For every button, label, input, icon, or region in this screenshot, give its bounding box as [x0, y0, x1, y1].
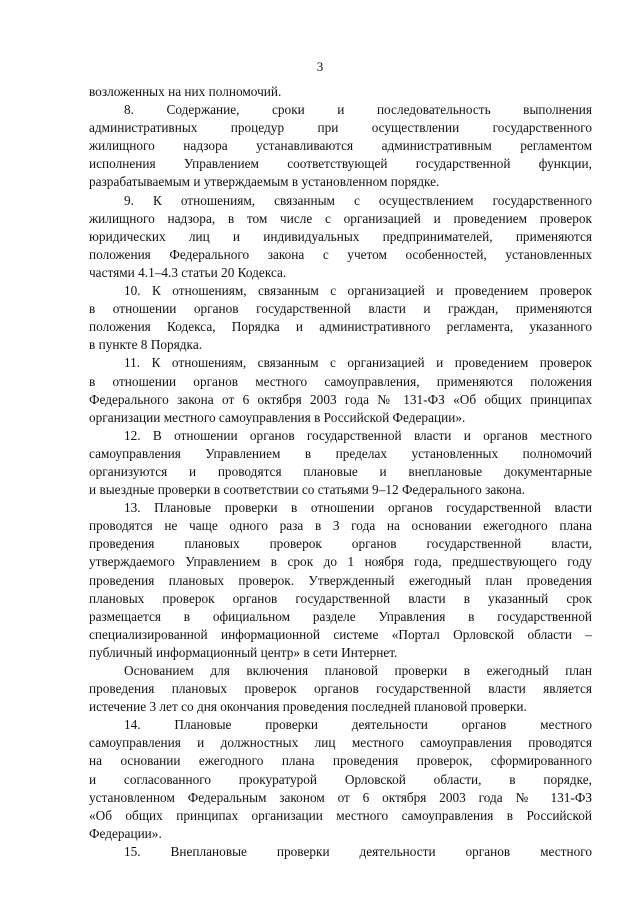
text-line: жилищного надзора, в том числе с организацией и проведением проверок: [89, 210, 592, 226]
text-line: 9. К отношениям, связанным с осуществлением государственного: [124, 192, 592, 208]
paragraph-p13: [89, 499, 592, 662]
text-line: на основании ежегодного плана проведения проверок, сформированного: [89, 753, 592, 769]
text-line: юридических лиц и индивидуальных предпринимателей, применяются: [89, 228, 592, 244]
text-line: административных процедур при осуществлении государственного: [89, 120, 592, 136]
text-line: 14. Плановые проверки деятельности органов местного: [124, 717, 592, 733]
text-line: Основанием для включения плановой проверки в ежегодный план: [124, 663, 592, 678]
text-line: 15. Внеплановые проверки деятельности органов местного: [124, 843, 592, 859]
text-line: плановых проверок органов государственной власти в указанный срок: [89, 590, 592, 606]
paragraph-p15: [89, 843, 592, 861]
text-line: 8. Содержание, сроки и последовательность выполнения: [124, 102, 592, 118]
paragraph-p11: [89, 354, 592, 426]
text-line: возложенных на них полномочий.: [89, 84, 282, 99]
text-line: проводятся не чаще одного раза в 3 года на основании ежегодного плана: [89, 518, 592, 534]
document-body: [89, 83, 592, 861]
paragraph-p10: [89, 282, 592, 354]
paragraph-p-cont: [89, 83, 592, 101]
text-line: самоуправления и должностных лиц местного самоуправления проводятся: [89, 735, 592, 751]
text-line: разрабатываемым и утверждаемым в установленном порядке.: [89, 174, 440, 190]
text-line: истечение 3 лет со дня окончания проведения последней плановой проверки.: [89, 699, 527, 715]
paragraph-p12: [89, 427, 592, 499]
text-line: в отношении органов местного самоуправления, применяются положения: [89, 373, 592, 389]
paragraph-p9: [89, 192, 592, 282]
paragraph-p14: [89, 716, 592, 843]
text-line: Федерального закона от 6 октября 2003 года № 131-ФЗ «Об общих принципах: [89, 391, 592, 407]
text-line: организуются и проводятся плановые и внеплановые документарные: [89, 463, 592, 479]
text-line: в пункте 8 Порядка.: [89, 337, 203, 353]
text-line: специализированной информационной системе «Портал Орловской области –: [89, 626, 592, 642]
text-line: положения Федерального закона с учетом особенностей, установленных: [89, 246, 592, 262]
text-line: установленном Федеральным законом от 6 октября 2003 года № 131-ФЗ: [89, 789, 592, 805]
text-line: публичный информационный центр» в сети Интернет.: [89, 644, 398, 660]
text-line: исполнения Управлением соответствующей государственной функции,: [89, 156, 592, 172]
text-line: Федерации».: [89, 825, 162, 841]
text-line: проведения плановых проверок органов государственной власти является: [89, 681, 592, 697]
text-line: положения Кодекса, Порядка и административного регламента, указанного: [89, 319, 592, 335]
text-line: самоуправления Управлением в пределах установленных полномочий: [89, 445, 592, 461]
page-number: 3: [316, 59, 324, 74]
text-line: и выездные проверки в соответствии со статьями 9–12 Федерального закона.: [89, 482, 526, 498]
text-line: проведения плановых проверок органов государственной власти,: [89, 536, 592, 552]
text-line: 11. К отношениям, связанным с организацией и проведением проверок: [124, 355, 592, 371]
text-line: 13. Плановые проверки в отношении органов государственной власти: [124, 500, 592, 516]
text-line: частями 4.1–4.3 статьи 20 Кодекса.: [89, 264, 287, 280]
text-line: жилищного надзора устанавливаются административным регламентом: [89, 138, 592, 154]
text-line: организации местного самоуправления в Российской Федерации».: [89, 409, 466, 425]
paragraph-p8: [89, 101, 592, 191]
text-line: и согласованного прокуратурой Орловской области, в порядке,: [89, 771, 592, 787]
text-line: «Об общих принципах организации местного самоуправления в Российской: [89, 807, 592, 823]
text-line: в отношении органов государственной власти и граждан, применяются: [89, 301, 592, 317]
text-line: 10. К отношениям, связанным с организацией и проведением проверок: [124, 283, 592, 299]
text-line: размещается в официальном разделе Управления в государственной: [89, 608, 592, 624]
text-line: проведения плановых проверок. Утвержденный ежегодный план проведения: [89, 572, 592, 588]
text-line: утверждаемого Управлением в срок до 1 ноября года, предшествующего году: [89, 554, 592, 570]
text-line: 12. В отношении органов государственной власти и органов местного: [124, 427, 592, 443]
paragraph-p13b: [89, 662, 592, 716]
